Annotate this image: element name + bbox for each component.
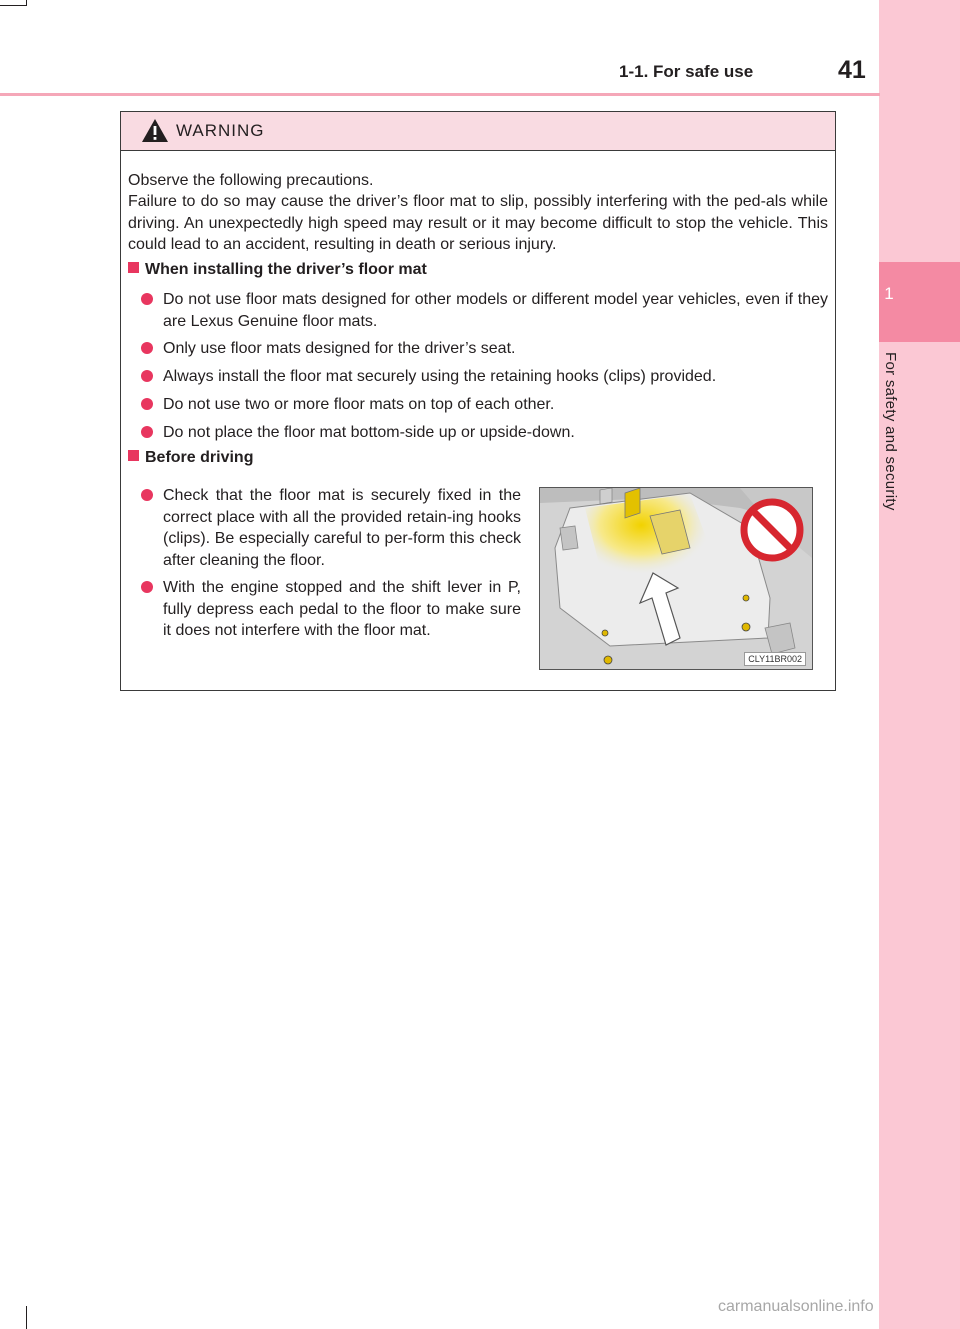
round-bullet-icon: [141, 370, 153, 382]
round-bullet-icon: [141, 342, 153, 354]
floor-mat-drawing: [540, 488, 812, 669]
list-item: [141, 289, 828, 332]
section-heading-text: Before driving: [145, 449, 254, 466]
list-item: [141, 485, 521, 571]
list-item: [141, 577, 521, 642]
page-number: 41: [838, 56, 866, 84]
list-item: [141, 338, 828, 360]
chapter-title: For safety and security: [882, 352, 899, 511]
section-heading: [128, 449, 253, 467]
warning-label: WARNING: [176, 121, 265, 140]
crop-mark: [0, 5, 27, 6]
watermark: carmanualsonline.info: [718, 1298, 874, 1315]
list-item-text: Only use floor mats designed for the driver’s seat.: [163, 340, 516, 357]
side-tab: [879, 0, 960, 1329]
round-bullet-icon: [141, 426, 153, 438]
round-bullet-icon: [141, 581, 153, 593]
list-item-text: Do not place the floor mat bottom-side up or upside-down.: [163, 424, 575, 441]
warning-intro-line: Observe the following precautions.: [128, 172, 374, 189]
floor-mat-illustration: [539, 487, 813, 670]
crop-mark: [26, 1306, 27, 1329]
round-bullet-icon: [141, 489, 153, 501]
square-bullet-icon: [128, 262, 139, 273]
list-item-text: Do not use two or more floor mats on top of each other.: [163, 396, 555, 413]
illustration-code: CLY11BR002: [744, 652, 806, 666]
list-item-text: With the engine stopped and the shift lever in P, fully depress each pedal to the floor to make sure it does not interfere with the floor mat.: [163, 579, 521, 639]
round-bullet-icon: [141, 293, 153, 305]
warning-box: [120, 111, 836, 691]
list-item-text: Check that the floor mat is securely fixed in the correct place with all the provided retain-ing hooks (clips). Be especially careful to per-form this check after cleaning the floor.: [163, 487, 521, 569]
list-item: [141, 394, 828, 416]
warning-header: [121, 112, 835, 151]
list-item: [141, 422, 828, 444]
section-heading: [128, 261, 427, 279]
section-title: 1-1. For safe use: [619, 62, 754, 81]
warning-triangle-icon: [141, 118, 169, 143]
warning-intro-body: Failure to do so may cause the driver’s floor mat to slip, possibly interfering with the ped-als while driving. An unexpectedly high speed may result or it may become difficult to stop the vehicle. This could lead to an accident, resulting in death or serious injury.: [128, 193, 828, 253]
header-rule: [0, 93, 880, 96]
section-heading-text: When installing the driver’s floor mat: [145, 261, 427, 278]
list-item-text: Do not use floor mats designed for other models or different model year vehicles, even if they are Lexus Genuine floor mats.: [163, 291, 828, 330]
chapter-number: 1: [884, 284, 894, 303]
round-bullet-icon: [141, 398, 153, 410]
list-item: [141, 366, 828, 388]
square-bullet-icon: [128, 450, 139, 461]
list-item-text: Always install the floor mat securely using the retaining hooks (clips) provided.: [163, 368, 717, 385]
